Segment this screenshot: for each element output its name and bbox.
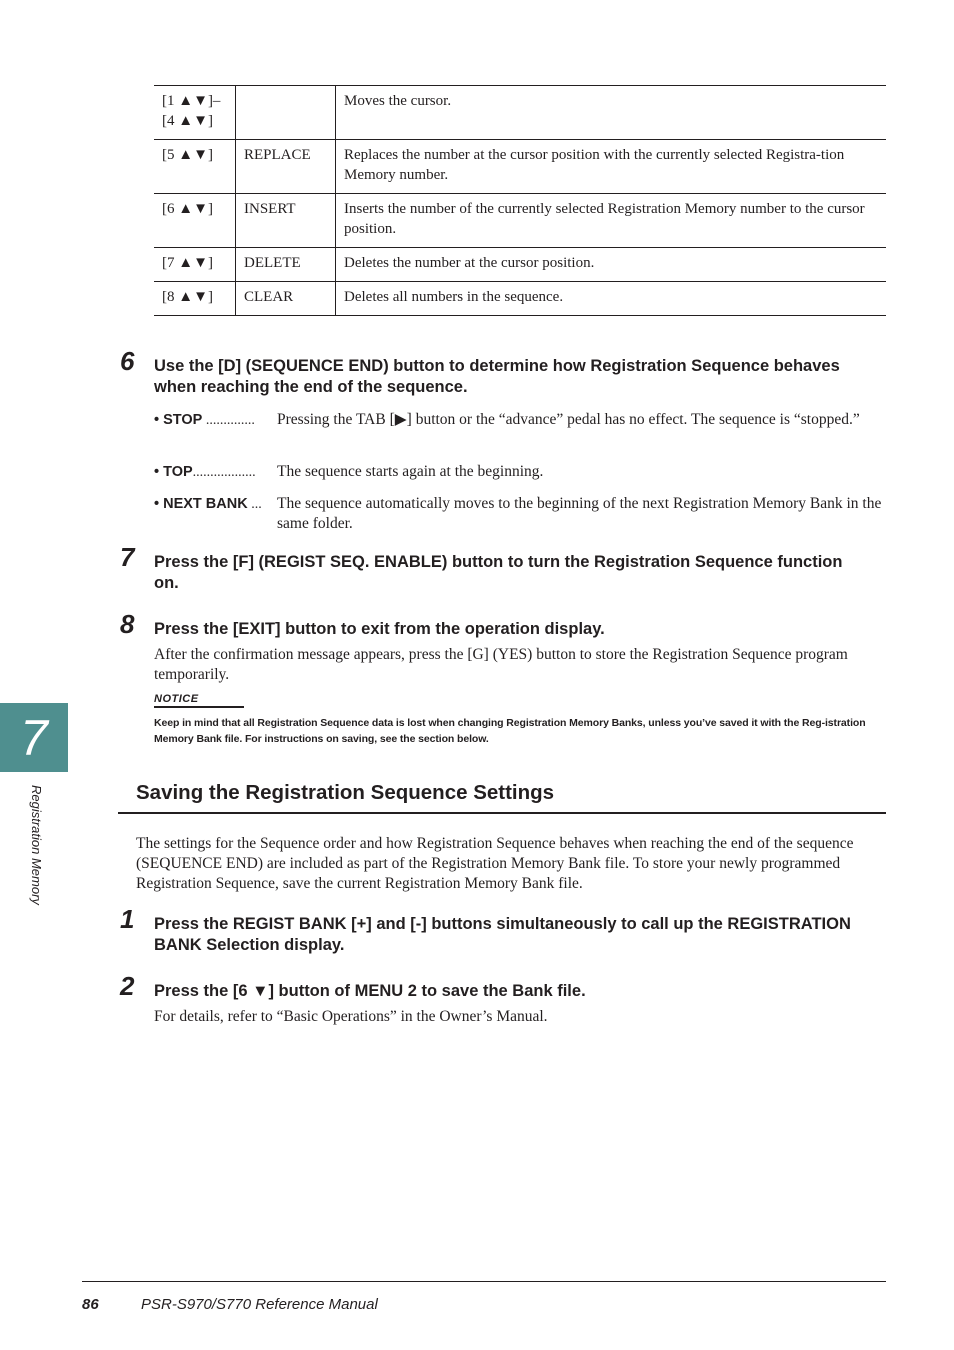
bullet-description: The sequence automatically moves to the beginning of the next Registration Memory Bank in the same folder. <box>277 495 882 532</box>
table-row <box>154 248 886 282</box>
table-row <box>154 194 886 248</box>
bullet-term: • NEXT BANK ... <box>154 496 262 512</box>
section-intro: The settings for the Sequence order and how Registration Sequence behaves when reaching the end of the sequence (SEQUENCE END) are included as part of the Registration Memory Bank file. To store your newly programmed Registration Sequence, save the current Registration Memory Bank file. <box>136 835 854 892</box>
description-cell: Inserts the number of the currently selected Registration Memory number to the cursor position. <box>344 201 865 237</box>
step-title: Use the [D] (SEQUENCE END) button to determine how Registration Sequence behaves when reaching the end of the sequence. <box>154 357 840 396</box>
bullet-description: Pressing the TAB [▶] button or the “advance” pedal has no effect. The sequence is “stopped.” <box>277 411 860 428</box>
function-cell: INSERT <box>236 194 336 248</box>
button-cell: [8 ▲▼] <box>154 282 236 316</box>
footer-divider <box>82 1281 886 1282</box>
table-row <box>154 86 886 140</box>
table-body <box>154 86 886 316</box>
button-function-table <box>154 85 886 316</box>
bullet-term: • STOP .............. <box>154 412 255 428</box>
function-cell: CLEAR <box>236 282 336 316</box>
step-title: Press the [6 ▼] button of MENU 2 to save the Bank file. <box>154 982 586 1000</box>
function-cell <box>236 86 336 140</box>
description-cell: Deletes all numbers in the sequence. <box>344 289 564 305</box>
function-cell: REPLACE <box>236 140 336 194</box>
step-number: 7 <box>120 542 135 572</box>
description-cell: Moves the cursor. <box>344 93 452 109</box>
description-cell: Replaces the number at the cursor position with the currently selected Registra-tion Memory number. <box>344 147 845 183</box>
step-8-body: After the confirmation message appears, press the [G] (YES) button to store the Registration Sequence program temporarily. <box>154 646 848 683</box>
step-number: 6 <box>120 346 135 376</box>
chapter-tab <box>0 703 68 772</box>
notice-label: NOTICE <box>154 693 244 708</box>
bullet-term: • TOP.................. <box>154 464 256 480</box>
table-row <box>154 140 886 194</box>
chapter-number: 7 <box>20 710 48 766</box>
notice-text: Keep in mind that all Registration Sequence data is lost when changing Registration Memory Banks, unless you’ve saved it with the Reg-istration Memory Bank file. For instructions on saving, see the section below. <box>154 717 866 745</box>
step-2-body: For details, refer to “Basic Operations” in the Owner’s Manual. <box>154 1008 548 1025</box>
section-divider <box>118 812 886 814</box>
function-cell: DELETE <box>236 248 336 282</box>
step-number: 8 <box>120 609 135 639</box>
step-title: Press the [EXIT] button to exit from the operation display. <box>154 620 605 638</box>
description-cell: Deletes the number at the cursor position. <box>344 255 595 271</box>
section-heading: Saving the Registration Sequence Settings <box>136 781 555 804</box>
chapter-side-label <box>30 785 48 935</box>
step-title: Press the REGIST BANK [+] and [-] buttons simultaneously to call up the REGISTRATION BANK Selection display. <box>154 915 851 954</box>
button-cell: [7 ▲▼] <box>154 248 236 282</box>
step-number: 2 <box>120 971 135 1001</box>
chapter-label-text: Registration Memory <box>29 785 44 905</box>
button-cell: [6 ▲▼] <box>154 194 236 248</box>
bullet-description: The sequence starts again at the beginning. <box>277 463 544 480</box>
step-number: 1 <box>120 904 135 934</box>
button-cell: [1 ▲▼]– [4 ▲▼] <box>154 86 236 140</box>
table-row <box>154 282 886 316</box>
step-title: Press the [F] (REGIST SEQ. ENABLE) button to turn the Registration Sequence function on. <box>154 553 843 592</box>
manual-title: PSR-S970/S770 Reference Manual <box>141 1296 378 1313</box>
page-number: 86 <box>82 1296 99 1313</box>
button-cell: [5 ▲▼] <box>154 140 236 194</box>
